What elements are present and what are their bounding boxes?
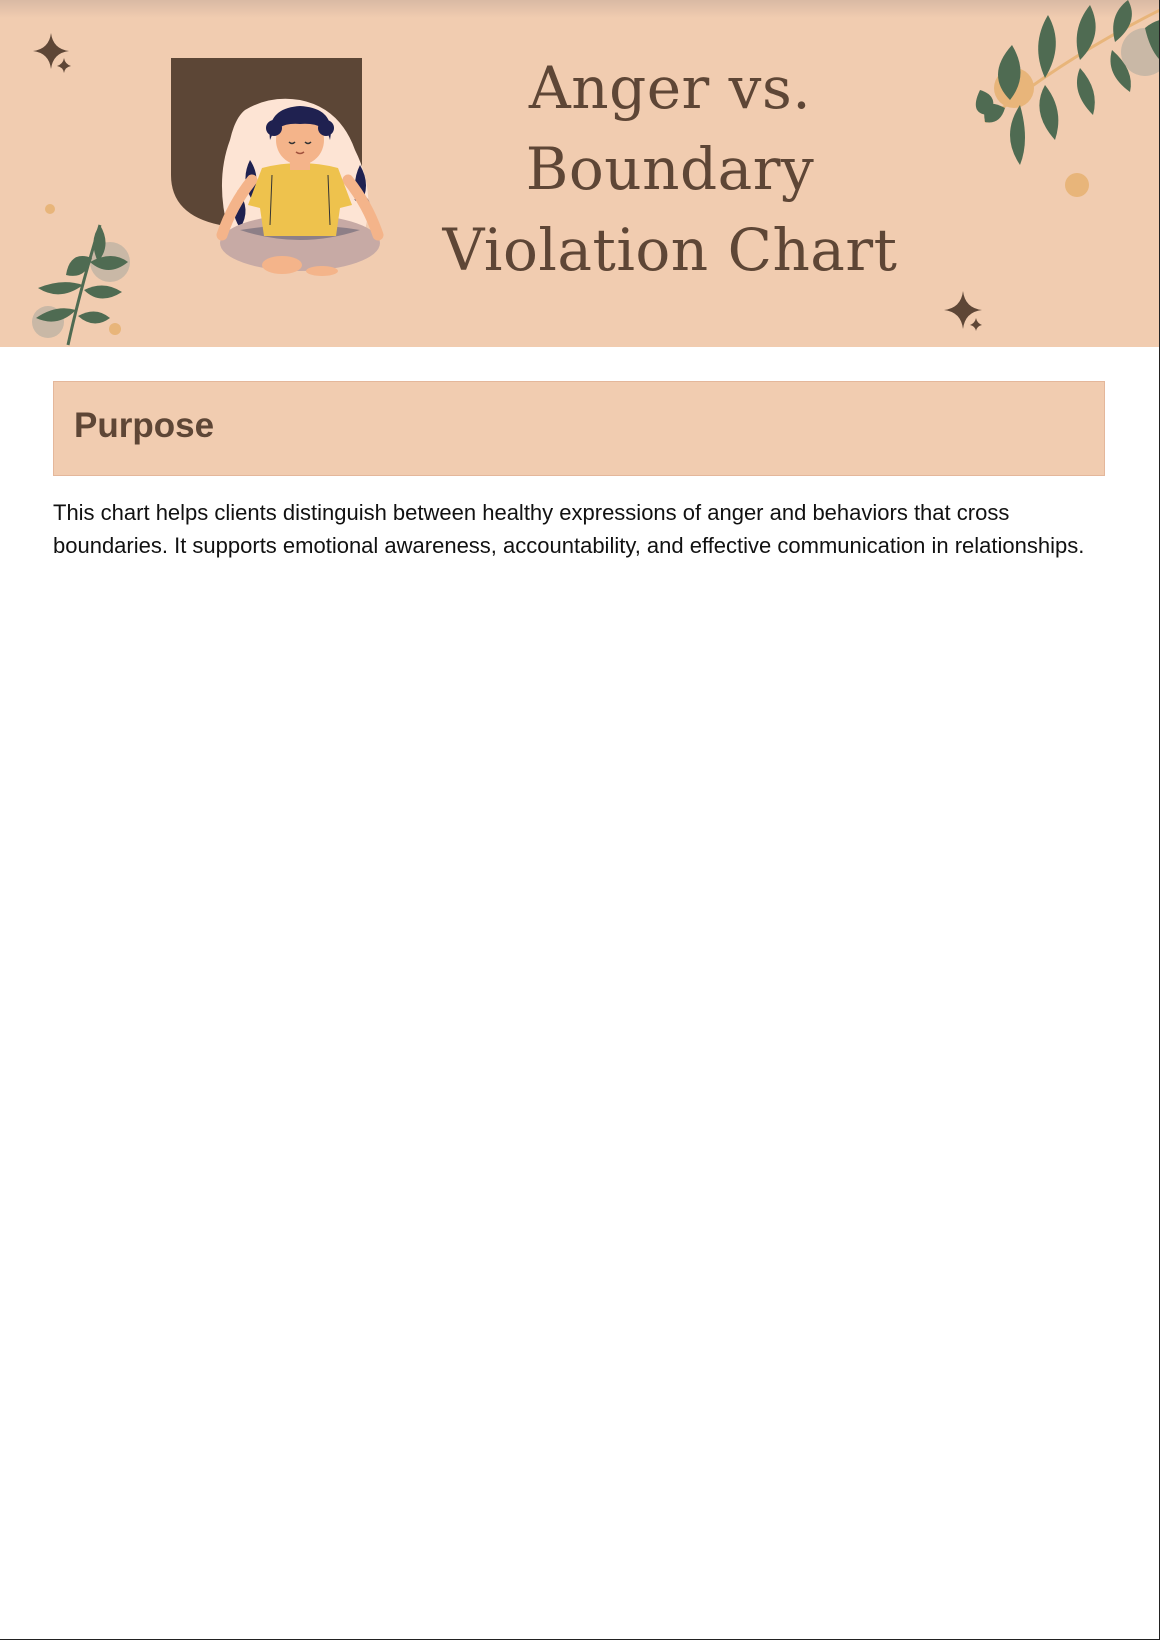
title-line: Boundary <box>525 135 815 203</box>
purpose-body-text: This chart helps clients distinguish between healthy expressions of anger and behaviors that cross boundaries. It supports emotional awareness, accountability, and effective communication in relationships. <box>53 500 1085 558</box>
meditating-person-illustration <box>171 58 380 276</box>
title-line: Violation Chart <box>442 216 898 284</box>
page-title <box>420 48 920 291</box>
dot-decoration <box>45 204 55 214</box>
dot-decoration <box>109 323 121 335</box>
purpose-heading: Purpose <box>74 406 215 445</box>
sparkle-icon <box>944 291 982 331</box>
title-line: Anger vs. <box>528 54 812 122</box>
sparkle-icon <box>33 33 71 73</box>
header-banner <box>0 0 1160 347</box>
purpose-section-header <box>53 381 1105 476</box>
dot-decoration <box>1065 173 1089 197</box>
leaf-branch-icon <box>976 0 1160 165</box>
